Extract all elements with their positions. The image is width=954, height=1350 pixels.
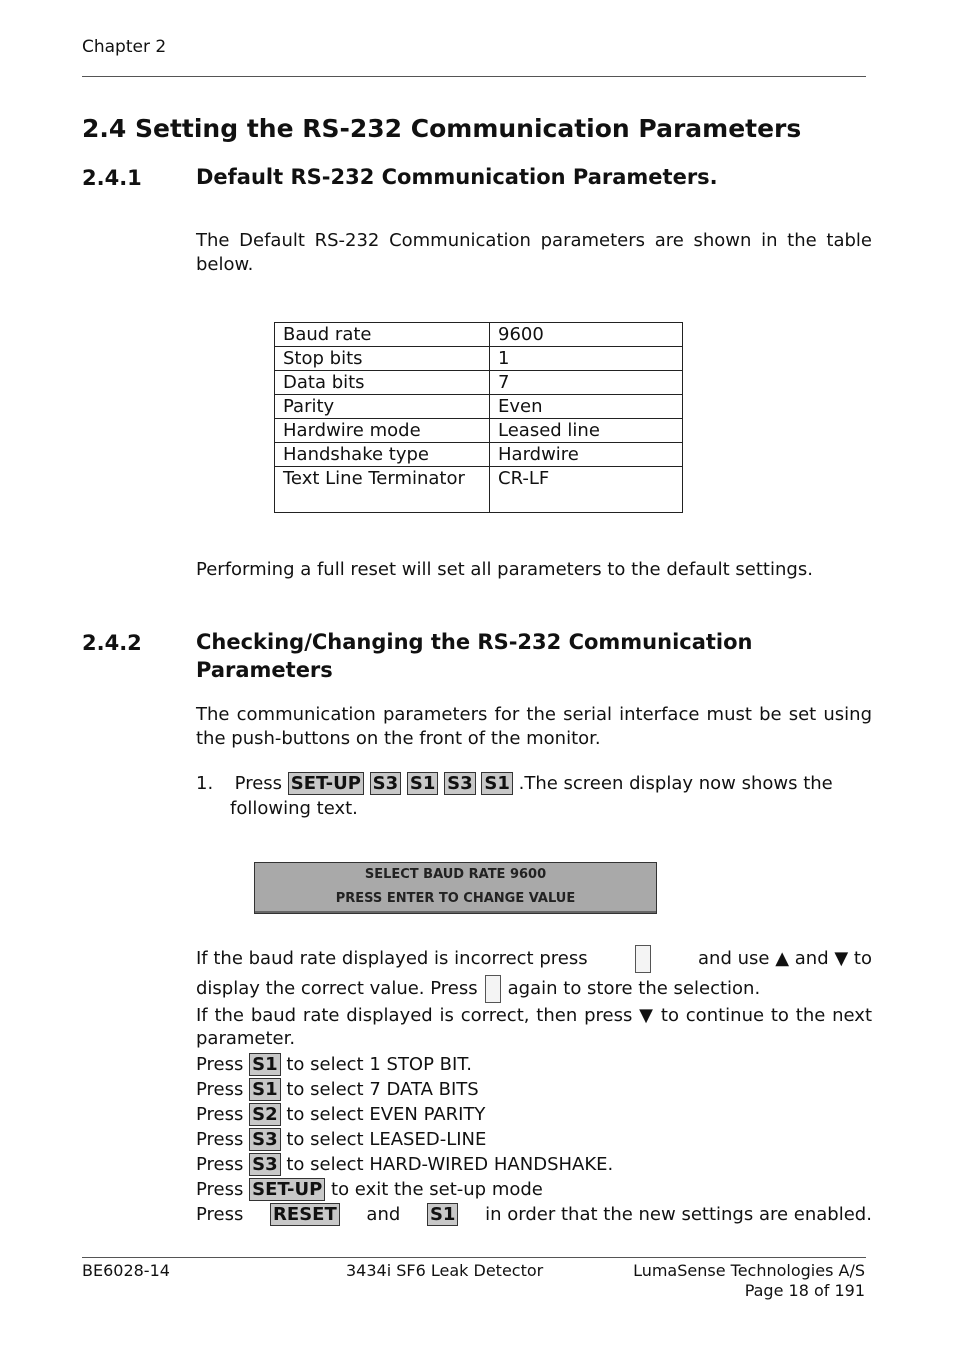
step-1 bbox=[196, 772, 872, 821]
instruction-text: If the baud rate displayed is incorrect press bbox=[196, 948, 588, 969]
key-label: S1 bbox=[249, 1053, 281, 1076]
table-row bbox=[275, 323, 683, 347]
param-value: 9600 bbox=[490, 323, 683, 347]
subsection-number: 2.4.2 bbox=[82, 631, 142, 655]
param-name: Hardwire mode bbox=[275, 419, 490, 443]
param-value: 1 bbox=[490, 347, 683, 371]
table-row bbox=[275, 371, 683, 395]
list-item bbox=[196, 1202, 872, 1227]
step-text: to select 7 DATA BITS bbox=[286, 1079, 479, 1100]
list-item bbox=[196, 1052, 872, 1077]
step-text: to select 1 STOP BIT. bbox=[286, 1054, 472, 1075]
footer-page-number: Page 18 of 191 bbox=[744, 1281, 865, 1300]
footer-doc-id: BE6028-14 bbox=[82, 1261, 170, 1280]
lcd-line-2: PRESS ENTER TO CHANGE VALUE bbox=[335, 891, 576, 906]
subsection-title: Checking/Changing the RS-232 Communication Parameters bbox=[196, 630, 753, 682]
blank-key-icon bbox=[635, 945, 651, 973]
param-name: Stop bits bbox=[275, 347, 490, 371]
press-word: Press bbox=[234, 773, 283, 794]
press-word: Press bbox=[196, 1179, 244, 1200]
setup-key: SET-UP bbox=[288, 772, 364, 795]
table-row bbox=[275, 467, 683, 513]
param-name: Data bits bbox=[275, 371, 490, 395]
list-item bbox=[196, 1102, 872, 1127]
press-word: Press bbox=[196, 1079, 244, 1100]
list-item bbox=[196, 1177, 872, 1202]
subsection-title: Default RS-232 Communication Parameters. bbox=[196, 165, 718, 189]
table-row bbox=[275, 347, 683, 371]
param-value: Hardwire bbox=[490, 443, 683, 467]
list-item bbox=[196, 1152, 872, 1177]
step-text: in order that the new settings are enabled. bbox=[485, 1204, 872, 1225]
s1-key: S1 bbox=[427, 1203, 459, 1226]
footer-rule bbox=[82, 1257, 866, 1258]
s3-key: S3 bbox=[444, 772, 476, 795]
press-word: Press bbox=[196, 1129, 244, 1150]
step-number: 1. bbox=[196, 773, 214, 794]
subsection-number: 2.4.1 bbox=[82, 166, 142, 190]
instruction-text: If the baud rate displayed is correct, then press ▼ to continue to the next parameter. bbox=[196, 1005, 872, 1049]
lcd-line-1: SELECT BAUD RATE 9600 bbox=[364, 867, 547, 882]
key-label: S3 bbox=[249, 1128, 281, 1151]
step-1-text: .The screen display now shows the bbox=[518, 773, 833, 794]
s3-key: S3 bbox=[370, 772, 402, 795]
and-word: and bbox=[366, 1204, 401, 1225]
table-row bbox=[275, 419, 683, 443]
step-1-continuation: following text. bbox=[230, 798, 358, 819]
table-row bbox=[275, 395, 683, 419]
step-text: to select LEASED-LINE bbox=[286, 1129, 487, 1150]
param-name: Parity bbox=[275, 395, 490, 419]
instruction-text: display the correct value. Press bbox=[196, 978, 478, 999]
footer-product: 3434i SF6 Leak Detector bbox=[346, 1261, 544, 1280]
step-text: to select HARD-WIRED HANDSHAKE. bbox=[286, 1154, 614, 1175]
step-text: to exit the set-up mode bbox=[331, 1179, 543, 1200]
comm-intro-paragraph: The communication parameters for the serial interface must be set using the push-buttons on the front of the monitor. bbox=[196, 704, 872, 749]
parameters-table bbox=[274, 322, 683, 513]
instruction-text: again to store the selection. bbox=[507, 978, 761, 999]
s1-key: S1 bbox=[407, 772, 439, 795]
list-item bbox=[196, 1077, 872, 1102]
param-value: Leased line bbox=[490, 419, 683, 443]
blank-key-icon bbox=[485, 975, 501, 1003]
reset-note: Performing a full reset will set all parameters to the default settings. bbox=[196, 559, 813, 580]
intro-paragraph: The Default RS-232 Communication parameters are shown in the table below. bbox=[196, 230, 872, 275]
press-word: Press bbox=[196, 1154, 244, 1175]
table-row bbox=[275, 443, 683, 467]
param-name: Handshake type bbox=[275, 443, 490, 467]
footer-company: LumaSense Technologies A/S bbox=[633, 1261, 865, 1280]
param-name: Baud rate bbox=[275, 323, 490, 347]
key-label: S2 bbox=[249, 1103, 281, 1126]
list-item bbox=[196, 1127, 872, 1152]
param-value: CR-LF bbox=[490, 467, 683, 513]
reset-key: RESET bbox=[270, 1203, 340, 1226]
chapter-label: Chapter 2 bbox=[82, 37, 167, 57]
key-label: S1 bbox=[249, 1078, 281, 1101]
press-list bbox=[196, 1052, 872, 1227]
lcd-display bbox=[254, 862, 657, 914]
param-value: Even bbox=[490, 395, 683, 419]
press-word: Press bbox=[196, 1104, 244, 1125]
step-text: to select EVEN PARITY bbox=[286, 1104, 486, 1125]
press-word: Press bbox=[196, 1054, 244, 1075]
param-value: 7 bbox=[490, 371, 683, 395]
instruction-text: and use ▲ and ▼ to bbox=[698, 948, 872, 969]
s1-key: S1 bbox=[481, 772, 513, 795]
press-word: Press bbox=[196, 1204, 244, 1225]
param-name: Text Line Terminator bbox=[275, 467, 490, 513]
header-rule bbox=[82, 76, 866, 77]
key-label: SET-UP bbox=[249, 1178, 325, 1201]
key-label: S3 bbox=[249, 1153, 281, 1176]
section-title: 2.4 Setting the RS-232 Communication Parameters bbox=[82, 114, 802, 143]
instructions-block bbox=[196, 944, 872, 1227]
